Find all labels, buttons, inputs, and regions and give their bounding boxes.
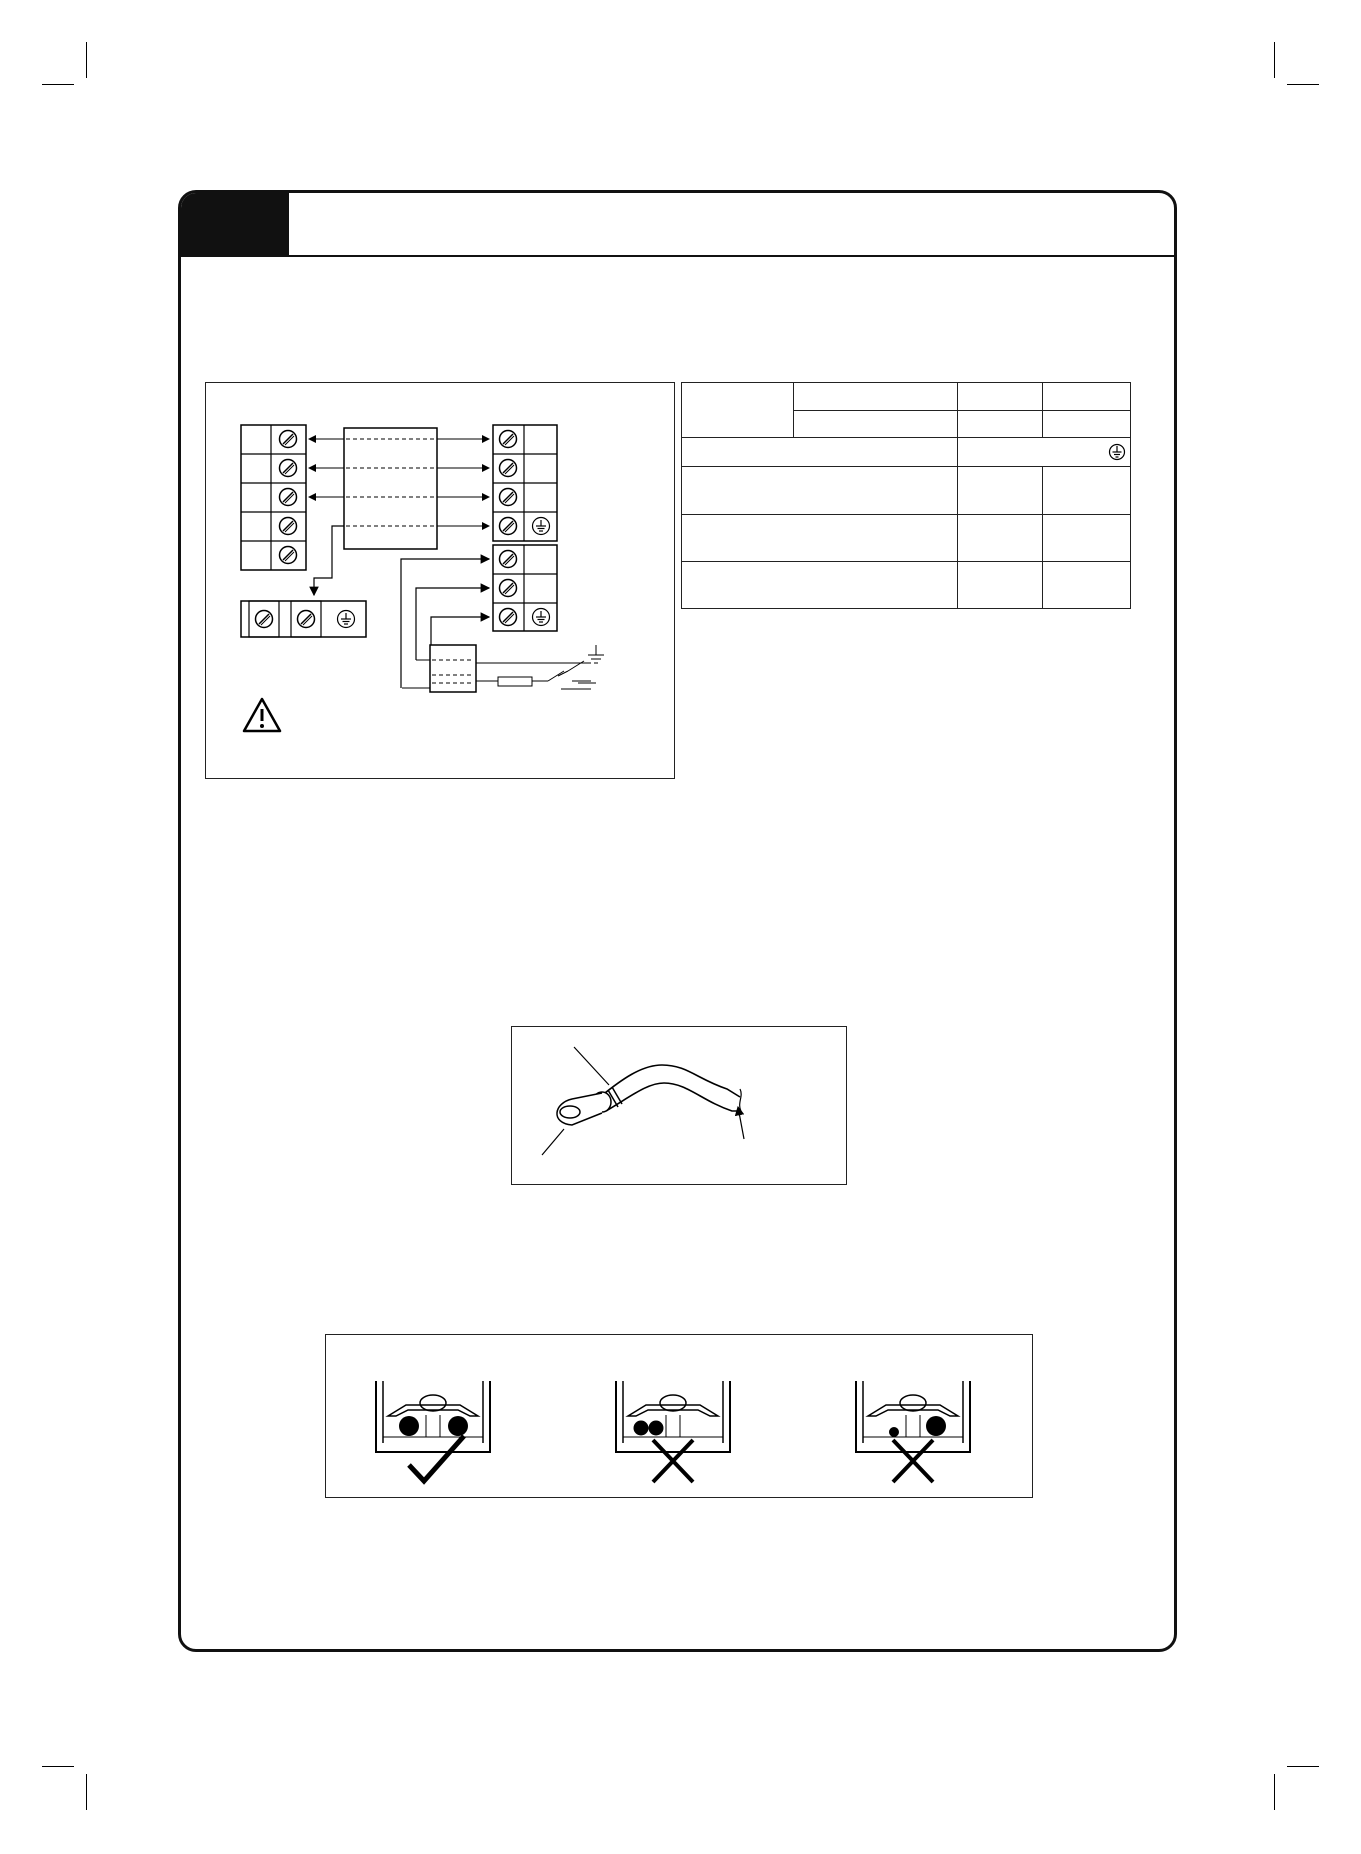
crop-mark bbox=[86, 42, 87, 78]
crop-mark bbox=[86, 1774, 87, 1810]
outdoor-terminal-block bbox=[493, 425, 557, 541]
table-cell bbox=[1043, 411, 1131, 438]
table-cell bbox=[958, 467, 1043, 514]
crop-mark bbox=[42, 1766, 74, 1767]
table-cell bbox=[958, 383, 1043, 411]
power-supply-box bbox=[402, 645, 604, 692]
crop-mark bbox=[1287, 84, 1319, 85]
table-cell bbox=[958, 411, 1043, 438]
table-cell bbox=[958, 561, 1043, 608]
wiring-diagram bbox=[206, 383, 673, 777]
wrong-connection-example bbox=[856, 1381, 970, 1452]
ring-terminal-illustration bbox=[512, 1027, 845, 1183]
wiring-diagram-panel bbox=[205, 382, 675, 779]
cable-box bbox=[309, 428, 489, 595]
table-cell bbox=[794, 411, 958, 438]
header-rule bbox=[181, 255, 1174, 257]
spec-table bbox=[681, 382, 1130, 609]
table-cell bbox=[958, 438, 1131, 467]
table-cell bbox=[1043, 514, 1131, 561]
table-cell bbox=[682, 561, 958, 608]
crop-mark bbox=[1274, 42, 1275, 78]
table-cell bbox=[958, 514, 1043, 561]
ground-terminal-block bbox=[241, 601, 366, 637]
table-cell bbox=[682, 467, 958, 514]
warning-triangle-icon bbox=[244, 699, 280, 731]
cross-mark-icon bbox=[893, 1440, 933, 1482]
ground-icon bbox=[1108, 443, 1126, 461]
indoor-terminal-block bbox=[241, 425, 306, 570]
section-tab bbox=[181, 193, 289, 257]
table-cell bbox=[1043, 383, 1131, 411]
table-cell bbox=[682, 383, 794, 438]
table-cell bbox=[682, 514, 958, 561]
crop-mark bbox=[42, 84, 74, 85]
cross-mark-icon bbox=[653, 1440, 693, 1482]
crop-mark bbox=[1287, 1766, 1319, 1767]
check-mark-icon bbox=[409, 1436, 464, 1481]
table-cell bbox=[682, 438, 958, 467]
correct-connection-example bbox=[376, 1381, 490, 1452]
connection-examples bbox=[326, 1335, 1031, 1496]
table-cell bbox=[1043, 467, 1131, 514]
table-cell bbox=[1043, 561, 1131, 608]
wrong-connection-example bbox=[616, 1381, 730, 1452]
power-terminal-block bbox=[401, 545, 557, 688]
ring-terminal-panel bbox=[511, 1026, 847, 1185]
crop-mark bbox=[1274, 1774, 1275, 1810]
connection-examples-panel bbox=[325, 1334, 1033, 1498]
table-cell bbox=[794, 383, 958, 411]
